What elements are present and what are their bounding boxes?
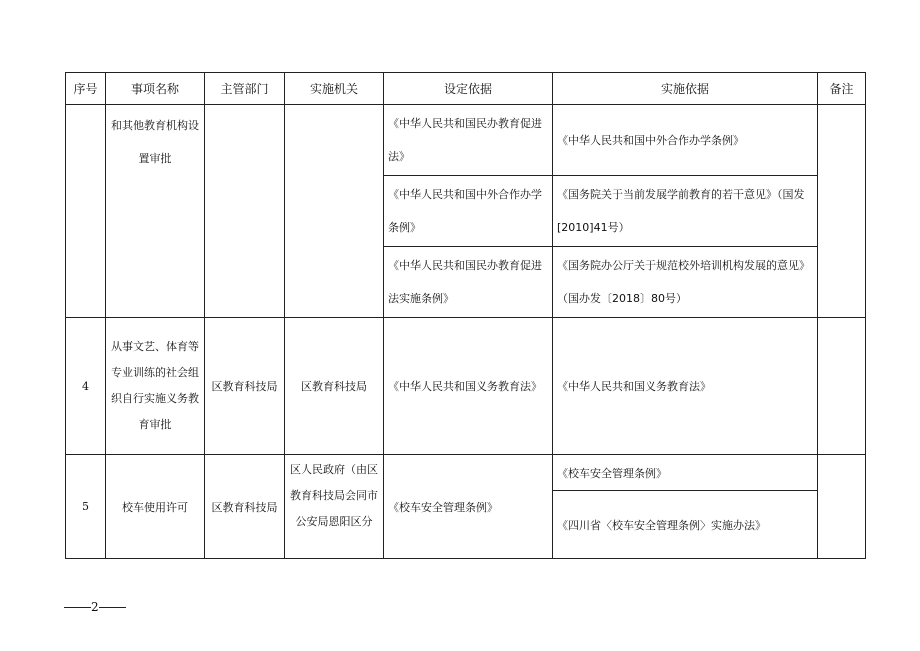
- row4-index: 4: [66, 318, 106, 455]
- row3-basis-3: 《中华人民共和国民办教育促进法实施条例》: [384, 247, 553, 318]
- page-footer: [64, 600, 126, 614]
- row4-item-name: 从事文艺、体育等专业训练的社会组织自行实施义务教育审批: [106, 318, 205, 455]
- row3-impl-3: 《国务院办公厅关于规范校外培训机构发展的意见》（国办发〔2018〕80号）: [553, 247, 818, 318]
- col-header-department: 主管部门: [205, 73, 285, 105]
- footer-dash-right: [99, 607, 126, 608]
- col-header-impl-basis: 实施依据: [553, 73, 818, 105]
- row4-department: 区教育科技局: [205, 318, 285, 455]
- row5-department: 区教育科技局: [205, 455, 285, 559]
- row3-agency: [285, 105, 384, 318]
- row3-department: [205, 105, 285, 318]
- row4-impl: 《中华人民共和国义务教育法》: [553, 318, 818, 455]
- row5-agency: 区人民政府（由区教育科技局会同市公安局恩阳区分: [285, 455, 384, 559]
- col-header-item-name: 事项名称: [106, 73, 205, 105]
- footer-dash-left: [64, 607, 91, 608]
- row5-index: 5: [66, 455, 106, 559]
- header-row: [66, 73, 866, 105]
- row3-item-name: [106, 105, 205, 318]
- row3-index: [66, 105, 106, 318]
- row4-basis: 《中华人民共和国义务教育法》: [384, 318, 553, 455]
- col-header-remarks: 备注: [818, 73, 866, 105]
- col-header-agency: 实施机关: [285, 73, 384, 105]
- row5-impl-2: 《四川省〈校车安全管理条例〉实施办法》: [553, 491, 818, 559]
- row3-item-name-text: 和其他教育机构设置审批: [111, 119, 199, 165]
- row5-impl-1: 《校车安全管理条例》: [553, 455, 818, 491]
- row4-agency: 区教育科技局: [285, 318, 384, 455]
- row5-basis: 《校车安全管理条例》: [384, 455, 553, 559]
- table-row: [66, 318, 866, 455]
- table-row: [66, 455, 866, 491]
- row3-impl-1: 《中华人民共和国中外合作办学条例》: [553, 105, 818, 176]
- row3-impl-2: 《国务院关于当前发展学前教育的若干意见》（国发[2010]41号）: [553, 176, 818, 247]
- row3-basis-1: 《中华人民共和国民办教育促进法》: [384, 105, 553, 176]
- row3-remarks: [818, 105, 866, 318]
- col-header-index: 序号: [66, 73, 106, 105]
- row5-item-name: 校车使用许可: [106, 455, 205, 559]
- page-number: 2: [91, 600, 99, 614]
- row3-basis-2: 《中华人民共和国中外合作办学条例》: [384, 176, 553, 247]
- items-table: [65, 72, 866, 559]
- table-row: [66, 105, 866, 176]
- row5-remarks: [818, 455, 866, 559]
- row4-remarks: [818, 318, 866, 455]
- col-header-basis: 设定依据: [384, 73, 553, 105]
